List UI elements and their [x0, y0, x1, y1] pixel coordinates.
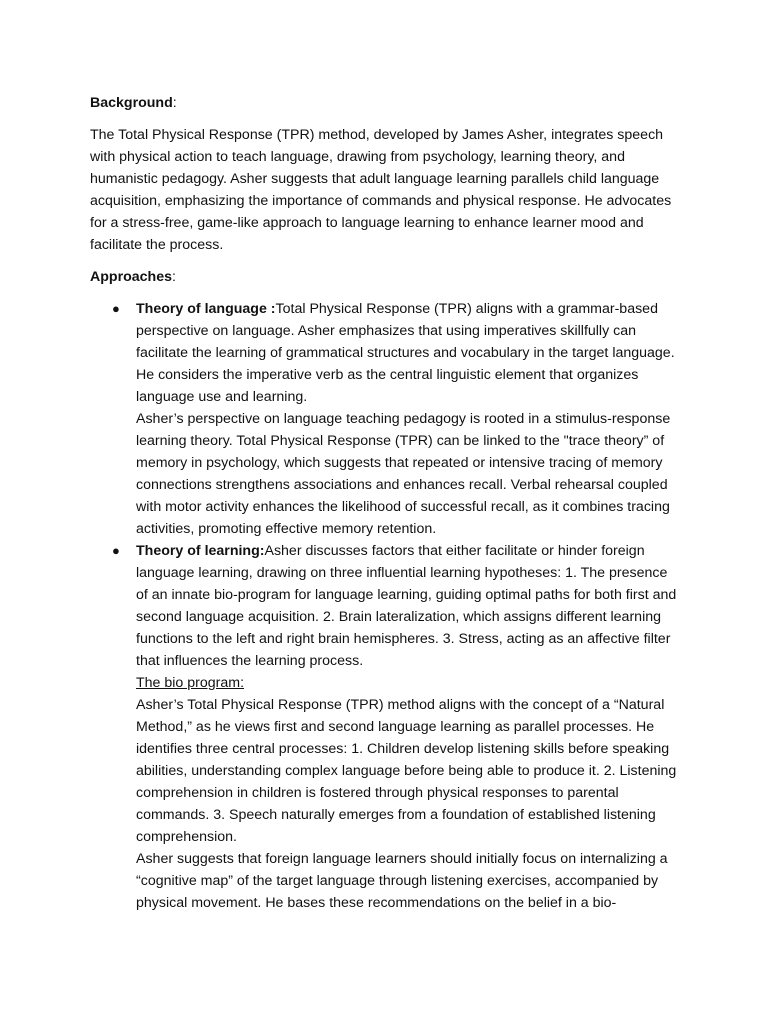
theory-of-learning-text: Asher discusses factors that either facilitate or hinder foreign language learning, drawing on three influential learning hypotheses: 1. The presence of an innate bio-program for language learning, guiding optimal paths for both first and second language acquisition. 2. Brain lateralization, which assigns different learning functions to the left and right brain hemispheres. 3. Stress, acting as an affective filter that influences the learning process. — [136, 543, 677, 669]
bio-program-paragraph: Asher’s Total Physical Response (TPR) method aligns with the concept of a “Natural Method,” as he views first and second language learning as parallel processes. He identifies three central processes: 1. Children develop listening skills before speaking abilities, understanding complex language before being able to produce it. 2. Listening comprehension in children is fostered through physical responses to parental commands. 3. Speech naturally emerges from a foundation of established listening comprehension. — [136, 697, 677, 845]
approaches-list — [90, 298, 682, 914]
bullet-icon: ● — [112, 543, 120, 558]
bio-program-subheading: The bio program: — [136, 675, 245, 691]
approaches-heading-colon: : — [172, 269, 176, 285]
theory-of-learning-label: Theory of learning: — [136, 543, 265, 559]
list-item-theory-of-language — [90, 298, 682, 540]
list-item-theory-of-learning — [90, 540, 682, 914]
bullet-icon: ● — [112, 301, 120, 316]
approaches-heading: Approaches — [90, 269, 172, 285]
theory-of-language-text: Total Physical Response (TPR) aligns with a grammar-based perspective on language. Asher emphasizes that using imperatives skillfully can facilitate the learning of grammatical structures and vocabulary in the target language. He considers the imperative verb as the central linguistic element that organizes language use and learning. — [136, 301, 675, 405]
background-heading-colon: : — [172, 95, 177, 111]
theory-of-language-extra: Asher’s perspective on language teaching pedagogy is rooted in a stimulus-response learning theory. Total Physical Response (TPR) can be linked to the "trace theory” of memory in psychology, which suggests that repeated or intensive tracing of memory connections strengthens associations and enhances recall. Verbal rehearsal coupled with motor activity enhances the likelihood of successful recall, as it combines tracing activities, promoting effective memory retention. — [136, 411, 671, 537]
theory-of-language-label: Theory of language : — [136, 301, 276, 317]
background-heading-row — [90, 92, 682, 114]
cognitive-map-paragraph: Asher suggests that foreign language learners should initially focus on internalizing a “cognitive map” of the target language through listening exercises, accompanied by physical movement. He bases these recommendations on the belief in a bio- — [136, 851, 668, 911]
background-heading: Background — [90, 95, 173, 111]
background-paragraph: The Total Physical Response (TPR) method, developed by James Asher, integrates speech with physical action to teach language, drawing from psychology, learning theory, and humanistic pedagogy. Asher suggests that adult language learning parallels child language acquisition, emphasizing the importance of commands and physical response. He advocates for a stress-free, game-like approach to language learning to enhance learner mood and facilitate the process. — [90, 127, 672, 253]
document-page — [90, 92, 682, 914]
approaches-heading-row — [90, 266, 682, 288]
